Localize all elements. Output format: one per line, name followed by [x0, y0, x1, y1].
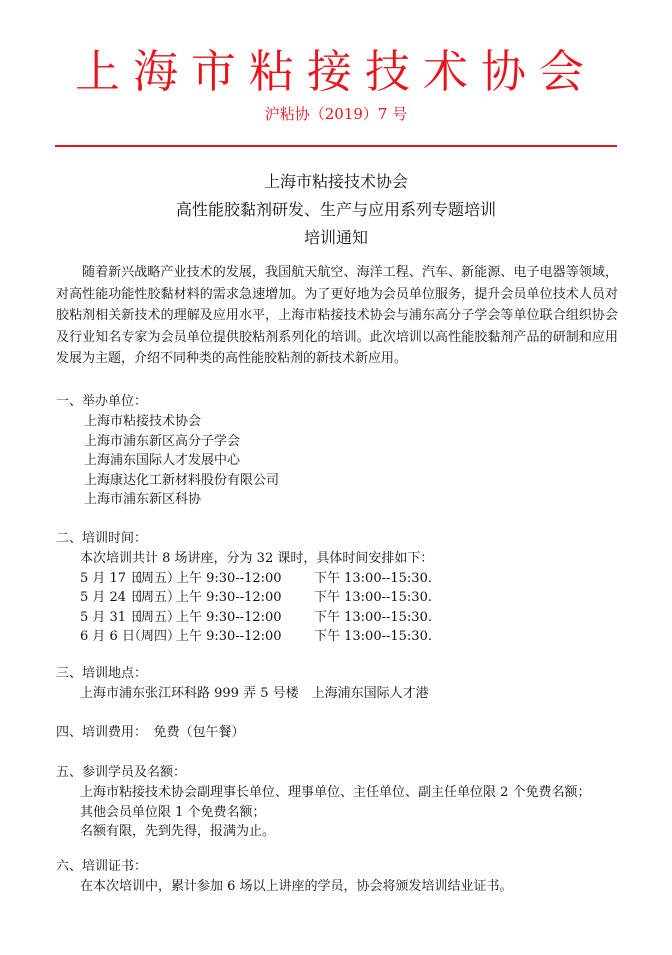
organizer-item: 上海市粘接技术协会	[84, 414, 202, 429]
document-number: 沪粘协（2019）7 号	[264, 105, 408, 123]
schedule-morning: 上午 9:30--12:00	[176, 590, 282, 606]
quota-line: 名额有限，先到先得，报满为止。	[80, 824, 276, 840]
organizer-item: 上海康达化工新材料股份有限公司	[84, 472, 280, 488]
section-quota	[56, 762, 626, 842]
quota-heading: 五、参训学员及名额：	[56, 765, 187, 780]
intro-paragraph: 随着新兴战略产业技术的发展，我国航天航空、海洋工程、汽车、新能源、电子电器等领域，对高性能功能性胶黏材料的需求急速增加。为了更好地为会员单位服务，提升会员单位技术人员对胶粘剂相关新技术的理解及应用水平，上海市粘接技术协会与浦东高分子学会等单位联合组织协会及行业知名专家为会员单位提供胶粘剂系列化的培训。此次培训以高性能胶黏剂产品的研制和应用发展为主题，介绍不同种类的高性能胶粘剂的新技术新应用。	[56, 265, 618, 366]
quota-line: 其他会员单位限 1 个免费名额；	[80, 804, 266, 820]
schedule-row	[56, 608, 626, 628]
schedule-date: 6 月 6 日	[80, 629, 135, 645]
section-certificate	[56, 856, 626, 897]
schedule-row	[56, 627, 626, 647]
location-address: 上海市浦东张江环科路 999 弄 5 号楼 上海浦东国际人才港	[80, 686, 429, 701]
schedule-date: 5 月 24 日	[80, 590, 144, 606]
quota-line: 上海市粘接技术协会副理事长单位、理事单位、主任单位、副主任单位限 2 个免费名额；	[80, 785, 591, 800]
organizer-item: 上海市浦东新区高分子学会	[84, 433, 241, 449]
schedule-weekday: （周四）	[128, 629, 181, 645]
schedule-row	[56, 588, 626, 608]
schedule-summary: 本次培训共计 8 场讲座，分为 32 课时，具体时间安排如下：	[80, 551, 434, 566]
certificate-heading: 六、培训证书：	[56, 859, 148, 874]
section-schedule	[56, 528, 626, 647]
organizer-item: 上海市浦东新区科协	[84, 492, 202, 508]
schedule-morning: 上午 9:30--12:00	[176, 570, 282, 586]
schedule-date: 5 月 31 日	[80, 609, 144, 625]
organizer-item: 上海浦东国际人才发展中心	[84, 453, 241, 469]
title-organization: 上海市粘接技术协会	[263, 172, 408, 191]
schedule-morning: 上午 9:30--12:00	[176, 609, 282, 625]
schedule-weekday: （周五）	[128, 570, 181, 586]
title-notice: 培训通知	[303, 228, 368, 247]
organizers-heading: 一、举办单位：	[56, 394, 148, 409]
schedule-weekday: （周五）	[128, 590, 181, 606]
section-fee	[56, 722, 626, 743]
schedule-weekday: （周五）	[128, 609, 181, 625]
schedule-afternoon: 下午 13:00--15:30.	[314, 609, 432, 625]
certificate-text: 在本次培训中，累计参加 6 场以上讲座的学员，协会将颁发培训结业证书。	[80, 879, 513, 894]
notice-title	[0, 168, 672, 252]
schedule-morning: 上午 9:30--12:00	[176, 629, 282, 645]
section-location	[56, 663, 626, 704]
schedule-date: 5 月 17 日	[80, 570, 144, 586]
schedule-afternoon: 下午 13:00--15:30.	[314, 570, 432, 586]
organization-letterhead: 上海市粘接技术协会	[74, 45, 597, 98]
location-heading: 三、培训地点：	[56, 666, 148, 681]
schedule-heading: 二、培训时间：	[56, 531, 148, 546]
schedule-row	[56, 569, 626, 589]
fee-heading: 四、培训费用： 免费（包午餐）	[56, 725, 245, 740]
title-training-topic: 高性能胶黏剂研发、生产与应用系列专题培训	[175, 200, 496, 219]
section-organizers	[56, 391, 626, 510]
red-divider-line	[55, 145, 617, 147]
schedule-afternoon: 下午 13:00--15:30.	[314, 629, 432, 645]
schedule-afternoon: 下午 13:00--15:30.	[314, 590, 432, 606]
